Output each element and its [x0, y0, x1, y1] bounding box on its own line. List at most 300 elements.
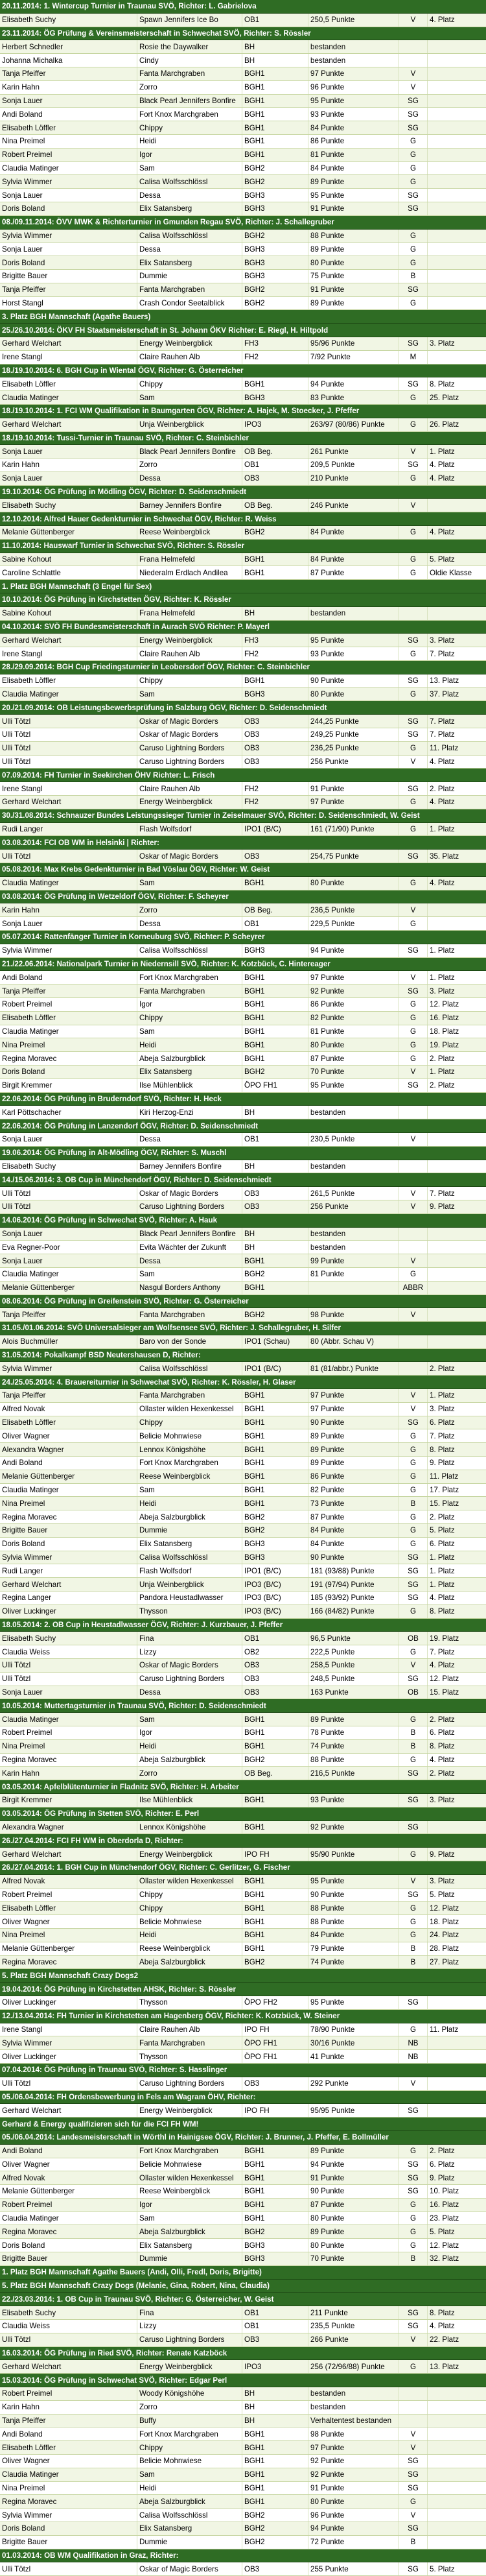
dog-name: Fort Knox Marchgraben: [137, 2145, 242, 2158]
event-title: 11.10.2014: Hauswarf Turnier in Schwechat SVÖ, Richter: S. Rössler: [2, 542, 245, 551]
event-header-row: [0, 2091, 486, 2105]
exam-class: OB3: [242, 728, 308, 741]
event-header-row: [0, 324, 486, 337]
dog-name: Sam: [137, 391, 242, 404]
placement: 23. Platz: [430, 2214, 459, 2223]
handler-name: Oliver Wagner: [0, 2158, 137, 2171]
handler-name: Robert Preimel: [0, 1889, 137, 1902]
grade: G: [399, 1538, 428, 1551]
grade: G: [399, 243, 428, 256]
exam-class: ÖPO FH1: [242, 2050, 308, 2063]
score: 81 (81/abbr.) Punkte: [308, 1362, 399, 1375]
event-title: 25./26.10.2014: ÖKV FH Staatsmeisterschaft in St. Johann ÖKV Richter: E. Riegl, H. Hiltpold: [2, 326, 329, 335]
handler-name: Alexandra Wagner: [0, 1443, 137, 1456]
placement: 6. Platz: [430, 2160, 455, 2169]
handler-name: Melanie Güttenberger: [0, 526, 137, 539]
exam-class: OB Beg.: [242, 903, 308, 916]
grade: NB: [399, 2050, 428, 2063]
exam-class: BGH3: [242, 2239, 308, 2252]
grade: SG: [399, 1821, 428, 1834]
exam-class: BGH3: [242, 1551, 308, 1564]
exam-class: BGH1: [242, 984, 308, 997]
exam-class: BGH1: [242, 81, 308, 94]
score: 97 Punkte: [308, 1403, 399, 1416]
event-header-row: [0, 1322, 486, 1335]
result-row: [0, 1902, 486, 1915]
placement: 7. Platz: [430, 717, 455, 726]
score: 209,5 Punkte: [308, 459, 399, 471]
exam-class: BGH1: [242, 1025, 308, 1038]
result-row: [0, 189, 486, 202]
event-title: 08./09.11.2014: ÖVV MWK & Richterturnier in Gmunden Regau SVÖ, Richter: J. Schallegruber: [2, 218, 334, 227]
handler-name: Alfred Novak: [0, 1875, 137, 1888]
dog-name: Caruso Lightning Borders: [137, 742, 242, 755]
handler-name: Sylvia Wimmer: [0, 2036, 137, 2049]
score: 89 Punkte: [308, 1713, 399, 1726]
placement: [428, 40, 486, 53]
result-row: [0, 337, 486, 351]
score: 236,25 Punkte: [308, 742, 399, 755]
dog-name: Pandora Heustadlwasser: [137, 1592, 242, 1604]
result-row: [0, 1821, 486, 1835]
handler-name: Gerhard Welchart: [0, 796, 137, 809]
grade: G: [399, 2145, 428, 2158]
result-row: [0, 903, 486, 917]
score: 266 Punkte: [308, 2333, 399, 2346]
dog-name: Kiri Herzog-Enzi: [137, 1106, 242, 1119]
event-title: 01.03.2014: OB WM Qualifikation in Graz, Richter:: [2, 2551, 179, 2560]
dog-name: Sam: [137, 688, 242, 701]
event-header-row: [0, 2131, 486, 2145]
grade: V: [399, 756, 428, 769]
exam-class: BGH3: [242, 1538, 308, 1551]
handler-name: Karl Pöttschacher: [0, 1106, 137, 1119]
result-row: [0, 1012, 486, 1025]
score: bestanden: [308, 1241, 399, 1254]
result-row: [0, 162, 486, 176]
dog-name: Heidi: [137, 2482, 242, 2495]
handler-name: Robert Preimel: [0, 2199, 137, 2212]
handler-name: Brigitte Bauer: [0, 2536, 137, 2549]
handler-name: Irene Stangl: [0, 782, 137, 795]
score: 96 Punkte: [308, 2509, 399, 2522]
exam-class: FH2: [242, 351, 308, 364]
event-title: 1. Platz BGH Mannschaft (3 Engel für Sex): [2, 582, 152, 591]
handler-name: Gerhard Welchart: [0, 337, 137, 350]
grade: [399, 2415, 428, 2427]
result-row: [0, 2225, 486, 2239]
exam-class: BGH1: [242, 1012, 308, 1025]
result-row: [0, 14, 486, 27]
dog-name: Lizzy: [137, 2320, 242, 2333]
result-row: [0, 1713, 486, 1726]
dog-name: Fort Knox Marchgraben: [137, 1457, 242, 1470]
score: 94 Punkte: [308, 944, 399, 957]
placement: 2. Platz: [430, 1081, 455, 1090]
placement: 35. Platz: [430, 852, 459, 861]
dog-name: Sam: [137, 162, 242, 175]
placement: [428, 1282, 486, 1294]
result-row: [0, 917, 486, 931]
handler-name: Doris Boland: [0, 2239, 137, 2252]
exam-class: BGH1: [242, 877, 308, 890]
placement: [428, 2482, 486, 2495]
dog-name: Rosie the Daywalker: [137, 40, 242, 53]
event-title: 23.11.2014: ÖG Prüfung & Vereinsmeisterschaft in Schwechat SVÖ, Richter: S. Rössler: [2, 29, 311, 38]
event-title: 03.05.2014: ÖG Prüfung in Stetten SVÖ, Richter: E. Perl: [2, 1809, 200, 1819]
dog-name: Fanta Marchgraben: [137, 283, 242, 296]
placement: [428, 256, 486, 269]
exam-class: BGH2: [242, 230, 308, 243]
score: 166 (84/82) Punkte: [308, 1605, 399, 1618]
placement: [428, 351, 486, 364]
result-row: [0, 418, 486, 432]
score: 244,25 Punkte: [308, 715, 399, 728]
exam-class: OB3: [242, 2562, 308, 2575]
handler-name: Birgit Kremmer: [0, 1794, 137, 1807]
dog-name: Caruso Lightning Borders: [137, 1673, 242, 1686]
placement: [428, 108, 486, 121]
placement: 2. Platz: [430, 1715, 455, 1724]
handler-name: Ulli Tötzl: [0, 1187, 137, 1200]
dog-name: Fanta Marchgraben: [137, 1308, 242, 1321]
grade: V: [399, 1659, 428, 1672]
score: 74 Punkte: [308, 1740, 399, 1753]
handler-name: Elisabeth Löffler: [0, 674, 137, 687]
dog-name: Cindy: [137, 54, 242, 67]
handler-name: Sonja Lauer: [0, 1686, 137, 1699]
result-row: [0, 175, 486, 189]
score: 86 Punkte: [308, 998, 399, 1011]
exam-class: OB3: [242, 472, 308, 485]
placement: 7. Platz: [430, 1431, 455, 1440]
score: 87 Punkte: [308, 2199, 399, 2212]
exam-class: OB3: [242, 756, 308, 769]
score: 94 Punkte: [308, 377, 399, 390]
score: 86 Punkte: [308, 135, 399, 148]
dog-name: Sam: [137, 877, 242, 890]
dog-name: Heidi: [137, 135, 242, 148]
grade: G: [399, 553, 428, 566]
score: 249,25 Punkte: [308, 728, 399, 741]
handler-name: Sonja Lauer: [0, 445, 137, 458]
exam-class: OB3: [242, 850, 308, 863]
exam-class: OB1: [242, 459, 308, 471]
grade: G: [399, 1268, 428, 1281]
placement: 9. Platz: [430, 2173, 455, 2182]
placement: 12. Platz: [430, 1000, 459, 1009]
handler-name: Sonja Lauer: [0, 243, 137, 256]
grade: B: [399, 1497, 428, 1510]
placement: 2. Platz: [430, 1769, 455, 1778]
exam-class: BGH1: [242, 1457, 308, 1470]
placement: [428, 2050, 486, 2063]
dog-name: Dessa: [137, 243, 242, 256]
handler-name: Ulli Tötzl: [0, 2077, 137, 2090]
dog-name: Caruso Lightning Borders: [137, 756, 242, 769]
exam-class: BGH3: [242, 944, 308, 957]
grade: B: [399, 2252, 428, 2265]
handler-name: Doris Boland: [0, 1538, 137, 1551]
score: 250,5 Punkte: [308, 14, 399, 27]
handler-name: Robert Preimel: [0, 149, 137, 161]
score: 93 Punkte: [308, 647, 399, 660]
score: 254,75 Punkte: [308, 850, 399, 863]
grade: V: [399, 2441, 428, 2454]
grade: SG: [399, 1564, 428, 1577]
handler-name: Claudia Weiss: [0, 1645, 137, 1658]
handler-name: Elisabeth Löffler: [0, 2441, 137, 2454]
event-header-row: [0, 1780, 486, 1794]
score: 258,5 Punkte: [308, 1659, 399, 1672]
event-header-row: [0, 512, 486, 526]
dog-name: Calisa Wolfsschlössl: [137, 2509, 242, 2522]
grade: G: [399, 256, 428, 269]
score: Verhaltentest bestanden: [308, 2415, 399, 2427]
grade: G: [399, 742, 428, 755]
placement: 6. Platz: [430, 1540, 455, 1549]
result-row: [0, 2441, 486, 2455]
exam-class: OB3: [242, 2333, 308, 2346]
dog-name: Chippy: [137, 377, 242, 390]
handler-name: Nina Preimel: [0, 1929, 137, 1942]
exam-class: BGH1: [242, 1403, 308, 1416]
exam-class: BGH2: [242, 1066, 308, 1079]
score: 87 Punkte: [308, 1052, 399, 1065]
placement: 6. Platz: [430, 1418, 455, 1427]
handler-name: Oliver Wagner: [0, 2455, 137, 2468]
result-row: [0, 2036, 486, 2050]
result-row: [0, 1592, 486, 1605]
grade: G: [399, 135, 428, 148]
handler-name: Brigitte Bauer: [0, 2252, 137, 2265]
score: 84 Punkte: [308, 1929, 399, 1942]
exam-class: BGH2: [242, 1754, 308, 1767]
handler-name: Sonja Lauer: [0, 1133, 137, 1146]
handler-name: Sonja Lauer: [0, 189, 137, 202]
grade: [399, 54, 428, 67]
result-row: [0, 2455, 486, 2468]
event-title: 10.05.2014: Muttertagsturnier in Traunau SVÖ, Richter: D. Seidenschmiedt: [2, 1701, 266, 1710]
score: 72 Punkte: [308, 2536, 399, 2549]
result-row: [0, 351, 486, 364]
dog-name: Chippy: [137, 1012, 242, 1025]
exam-class: IPO3 (B/C): [242, 1592, 308, 1604]
placement: 15. Platz: [430, 1499, 459, 1508]
placement: 24. Platz: [430, 1931, 459, 1940]
event-title: 18.05.2014: 2. OB Cup in Heustadlwasser ÖGV, Richter: J. Kurzbauer, J. Pfeffer: [2, 1621, 283, 1630]
placement: 25. Platz: [430, 393, 459, 402]
placement: [428, 1228, 486, 1241]
score: 235,5 Punkte: [308, 2320, 399, 2333]
dog-name: Fanta Marchgraben: [137, 984, 242, 997]
placement: [428, 2509, 486, 2522]
score: bestanden: [308, 2387, 399, 2400]
handler-name: Tanja Pfeiffer: [0, 283, 137, 296]
handler-name: Birgit Kremmer: [0, 1079, 137, 1092]
grade: NB: [399, 2036, 428, 2049]
exam-class: BGH1: [242, 2482, 308, 2495]
exam-class: BGH1: [242, 1889, 308, 1902]
result-row: [0, 944, 486, 958]
result-row: [0, 728, 486, 742]
grade: SG: [399, 984, 428, 997]
placement: [428, 2104, 486, 2117]
grade: SG: [399, 1592, 428, 1604]
grade: SG: [399, 1416, 428, 1429]
handler-name: Doris Boland: [0, 2522, 137, 2535]
dog-name: Energy Weinbergblick: [137, 1848, 242, 1861]
placement: 12. Platz: [430, 1675, 459, 1684]
handler-name: Nina Preimel: [0, 2482, 137, 2495]
result-row: [0, 1038, 486, 1052]
dog-name: Flash Wolfsdorf: [137, 823, 242, 836]
dog-name: Zorro: [137, 903, 242, 916]
result-row: [0, 2212, 486, 2226]
score: 75 Punkte: [308, 270, 399, 283]
handler-name: Sylvia Wimmer: [0, 944, 137, 957]
exam-class: OB1: [242, 14, 308, 27]
score: 87 Punkte: [308, 1510, 399, 1523]
grade: B: [399, 1956, 428, 1969]
score: 88 Punkte: [308, 1902, 399, 1914]
placement: 18. Platz: [430, 1027, 459, 1036]
dog-name: Calisa Wolfsschlössl: [137, 1362, 242, 1375]
handler-name: Karin Hahn: [0, 903, 137, 916]
grade: SG: [399, 2306, 428, 2319]
event-title: 12./13.04.2014: FH Turnier in Kirchstetten am Hagenberg ÖGV, Richter: K. Kotzbück, W. Steiner: [2, 2012, 340, 2021]
placement: 12. Platz: [430, 2241, 459, 2250]
grade: G: [399, 1457, 428, 1470]
result-row: [0, 634, 486, 647]
event-title: 04.10.2014: SVÖ FH Bundesmeisterschaft in Aurach SVÖ Richter: P. Mayerl: [2, 623, 270, 632]
score: 95/95 Punkte: [308, 2104, 399, 2117]
grade: V: [399, 2509, 428, 2522]
score: 84 Punkte: [308, 526, 399, 539]
grade: SG: [399, 2320, 428, 2333]
placement: 3. Platz: [430, 986, 455, 996]
handler-name: Irene Stangl: [0, 647, 137, 660]
placement: 13. Platz: [430, 2362, 459, 2371]
result-row: [0, 1484, 486, 1497]
event-title: 26./27.04.2014: FCI FH WM in Oberdorla D, Richter:: [2, 1836, 183, 1845]
dog-name: Ollaster wilden Hexenkessel: [137, 2171, 242, 2184]
placement: 3. Platz: [430, 339, 455, 348]
result-row: [0, 121, 486, 135]
grade: SG: [399, 674, 428, 687]
placement: [428, 1254, 486, 1267]
exam-class: ÖPO FH2: [242, 1996, 308, 2009]
result-row: [0, 998, 486, 1012]
dog-name: Igor: [137, 2199, 242, 2212]
score: 92 Punkte: [308, 2455, 399, 2468]
result-row: [0, 688, 486, 702]
placement: 17. Platz: [430, 1486, 459, 1495]
score: 91 Punkte: [308, 2482, 399, 2495]
placement: [428, 1268, 486, 1281]
exam-class: BGH1: [242, 971, 308, 984]
event-title: 19.06.2014: ÖG Prüfung in Alt-Mödling ÖGV, Richter: S. Muschl: [2, 1149, 227, 1158]
exam-class: FH3: [242, 634, 308, 647]
event-title: 22./23.03.2014: 1. OB Cup in Traunau SVÖ, Richter: G. Österreicher, W. Geist: [2, 2295, 274, 2304]
dog-name: Claire Rauhen Alb: [137, 351, 242, 364]
handler-name: Sabine Kohout: [0, 607, 137, 620]
result-row: [0, 377, 486, 391]
dog-name: Elix Satansberg: [137, 1538, 242, 1551]
event-title: 05./06.04.2014: FH Ordensbewerbung in Fels am Wagram ÖHV, Richter:: [2, 2092, 256, 2101]
score: 90 Punkte: [308, 1416, 399, 1429]
exam-class: BGH1: [242, 2455, 308, 2468]
dog-name: Dessa: [137, 1133, 242, 1146]
dog-name: Dummie: [137, 2536, 242, 2549]
handler-name: Elisabeth Löffler: [0, 1012, 137, 1025]
grade: G: [399, 2225, 428, 2238]
dog-name: Oskar of Magic Borders: [137, 2562, 242, 2575]
exam-class: OB1: [242, 2306, 308, 2319]
score: 91 Punkte: [308, 782, 399, 795]
placement: 3. Platz: [430, 1796, 455, 1805]
handler-name: Claudia Matinger: [0, 1484, 137, 1497]
handler-name: Elisabeth Suchy: [0, 499, 137, 512]
grade: V: [399, 903, 428, 916]
result-row: [0, 1389, 486, 1403]
score: 74 Punkte: [308, 1956, 399, 1969]
handler-name: Robert Preimel: [0, 998, 137, 1011]
result-row: [0, 1254, 486, 1268]
event-header-row: [0, 486, 486, 499]
placement: [428, 67, 486, 80]
placement: [428, 2401, 486, 2414]
dog-name: Calisa Wolfsschlössl: [137, 175, 242, 188]
dog-name: Reese Weinbergblick: [137, 1942, 242, 1955]
result-row: [0, 1362, 486, 1376]
result-row: [0, 1200, 486, 1214]
placement: 4. Platz: [430, 798, 455, 807]
score: 88 Punkte: [308, 1915, 399, 1928]
exam-class: BH: [242, 2401, 308, 2414]
result-row: [0, 2360, 486, 2374]
event-title: 07.09.2014: FH Turnier in Seekirchen ÖHV Richter: L. Frisch: [2, 770, 215, 780]
event-title: 19.10.2014: ÖG Prüfung in Mödling ÖGV, Richter: D. Seidenschmiedt: [2, 488, 247, 497]
placement: [428, 121, 486, 134]
placement: 7. Platz: [430, 730, 455, 739]
grade: SG: [399, 1673, 428, 1686]
grade: V: [399, 1200, 428, 1213]
placement: 2. Platz: [430, 2147, 455, 2156]
result-row: [0, 2320, 486, 2333]
handler-name: Johanna Michalka: [0, 54, 137, 67]
event-header-row: [0, 1983, 486, 1996]
placement: 16. Platz: [430, 2200, 459, 2210]
grade: G: [399, 1470, 428, 1483]
result-row: [0, 1538, 486, 1551]
exam-class: IPO1 (B/C): [242, 1362, 308, 1375]
exam-class: IPO3 (B/C): [242, 1605, 308, 1618]
dog-name: Oskar of Magic Borders: [137, 850, 242, 863]
score: 89 Punkte: [308, 1429, 399, 1442]
placement: 3. Platz: [430, 1877, 455, 1886]
result-row: [0, 445, 486, 459]
score: 93 Punkte: [308, 108, 399, 121]
handler-name: Doris Boland: [0, 256, 137, 269]
grade: ABBR: [399, 1282, 428, 1294]
handler-name: Alois Buchmüller: [0, 1335, 137, 1348]
event-title: 12.10.2014: Alfred Hauer Gedenkturnier in Schwechat ÖGV, Richter: R. Weiss: [2, 514, 277, 523]
result-row: [0, 1740, 486, 1754]
handler-name: Ulli Tötzl: [0, 2333, 137, 2346]
handler-name: Ulli Tötzl: [0, 850, 137, 863]
dog-name: Black Pearl Jennifers Bonfire: [137, 95, 242, 108]
